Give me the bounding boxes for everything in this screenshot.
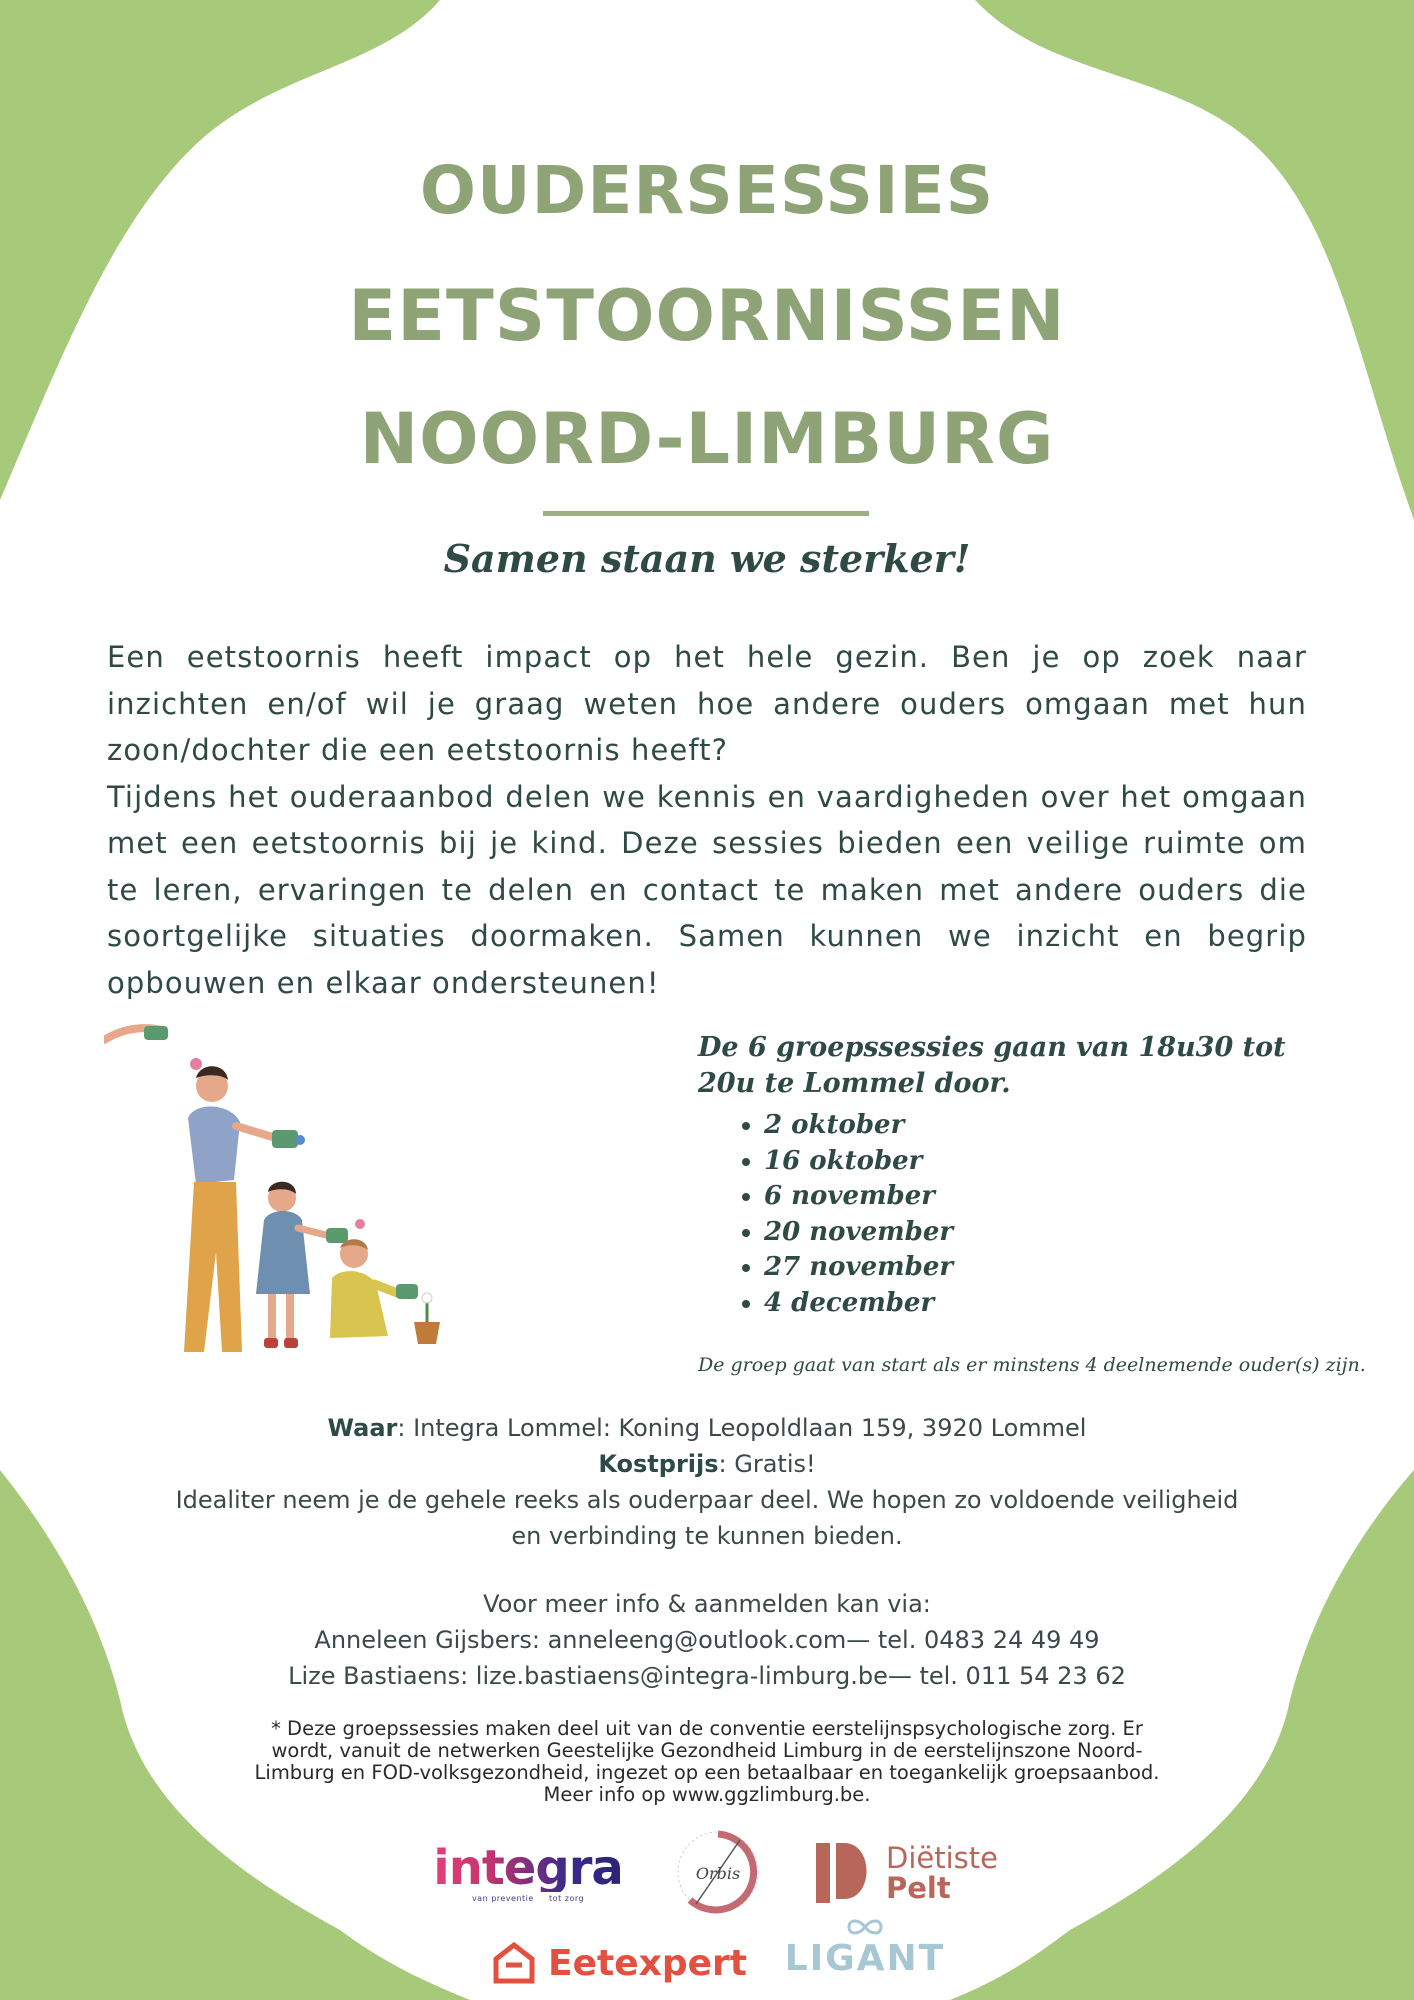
- title-divider: [543, 511, 869, 516]
- start-condition-note: De groep gaat van start als er minstens 4 deelnemende ouder(s) zijn.: [698, 1354, 1366, 1376]
- pelt-text: Pelt: [886, 1871, 951, 1905]
- dietiste-text: Diëtiste: [886, 1841, 998, 1875]
- date-item: • 27 november: [764, 1250, 1318, 1286]
- date-item: • 20 november: [764, 1215, 1318, 1251]
- subtitle: Samen staan we sterker!: [443, 536, 971, 581]
- integra-tagline: van preventie tot zorg: [471, 1893, 585, 1903]
- contact-lize[interactable]: Lize Bastiaens: lize.bastiaens@integra-limburg.be— tel. 011 54 23 62: [288, 1662, 1126, 1690]
- session-dates: [698, 1030, 1318, 1322]
- contact-heading: Voor meer info & aanmelden kan via:: [483, 1590, 931, 1618]
- cost-value: : Gratis!: [718, 1450, 816, 1478]
- footnote: * Deze groepssessies maken deel uit van de conventie eerstelijnspsychologische zorg. Er wordt, vanuit de netwerken Geestelijke Gezondheid Limburg in de eerstelijnszone Noord-Limburg en FOD-volksgezondheid, ingezet op een betaalbaar en toegankelijk groepsaanbod. Meer info op www.ggzlimburg.be.: [254, 1717, 1160, 1806]
- eetexpert-logo: [492, 1938, 747, 1988]
- family-watering-illustration: [104, 1022, 464, 1368]
- date-item: • 4 december: [764, 1286, 1318, 1322]
- infinity-icon: [843, 1918, 887, 1936]
- intro-paragraph-1: Een eetstoornis heeft impact op het hele gezin. Ben je op zoek naar inzichten en/of wil je graag weten hoe andere ouders omgaan met hun zoon/dochter die een eetstoornis heeft?: [107, 640, 1307, 767]
- date-item: • 6 november: [764, 1179, 1318, 1215]
- dietiste-pelt-icon: [814, 1841, 874, 1905]
- practical-info: [0, 1410, 1414, 1554]
- location-line: [0, 1410, 1414, 1446]
- ideal-line-2: en verbinding te kunnen bieden.: [511, 1522, 903, 1550]
- eetexpert-house-icon: [492, 1941, 536, 1985]
- intro-paragraph-2: Tijdens het ouderaanbod delen we kennis en vaardigheden over het omgaan met een eetstoornis bij je kind. Deze sessies bieden een veilige ruimte om te leren, ervaringen te delen en contact te maken met andere ouders die soortgelijke situaties doormaken. Samen kunnen we inzicht en begrip opbouwen en elkaar ondersteunen!: [107, 779, 1307, 1000]
- contact-anneleen[interactable]: Anneleen Gijsbers: anneleeng@outlook.com— tel. 0483 24 49 49: [314, 1626, 1100, 1654]
- integra-wordmark: integra: [433, 1839, 623, 1896]
- date-list: [698, 1108, 1318, 1322]
- eetexpert-wordmark: Eetexpert: [548, 1942, 748, 1984]
- cost-line: [0, 1446, 1414, 1482]
- cost-label: Kostprijs: [598, 1450, 719, 1478]
- ideal-line-1: Idealiter neem je de gehele reeks als ouderpaar deel. We hopen zo voldoende veiligheid: [175, 1486, 1239, 1514]
- ligant-wordmark: LIGANT: [784, 1938, 946, 1979]
- intro-text: [107, 634, 1307, 1006]
- ligant-logo: [784, 1918, 946, 1994]
- title-line-2: EETSTOORNISSEN: [348, 275, 1066, 357]
- date-item: • 16 oktober: [764, 1144, 1318, 1180]
- location-label: Waar: [327, 1414, 398, 1442]
- contact-info: [0, 1586, 1414, 1694]
- title-line-3: NOORD-LIMBURG: [359, 398, 1055, 480]
- integra-logo: [433, 1838, 623, 1908]
- orbis-wordmark: Orbis: [695, 1864, 741, 1883]
- dietiste-pelt-logo: [814, 1838, 998, 1908]
- orbis-logo: [668, 1822, 768, 1922]
- sessions-lead: De 6 groepssessies gaan van 18u30 tot 20u te Lommel door.: [698, 1032, 1286, 1099]
- date-item: • 2 oktober: [764, 1108, 1318, 1144]
- title-line-1: OUDERSESSIES: [419, 152, 995, 229]
- location-value: : Integra Lommel: Koning Leopoldlaan 159, 3920 Lommel: [397, 1414, 1087, 1442]
